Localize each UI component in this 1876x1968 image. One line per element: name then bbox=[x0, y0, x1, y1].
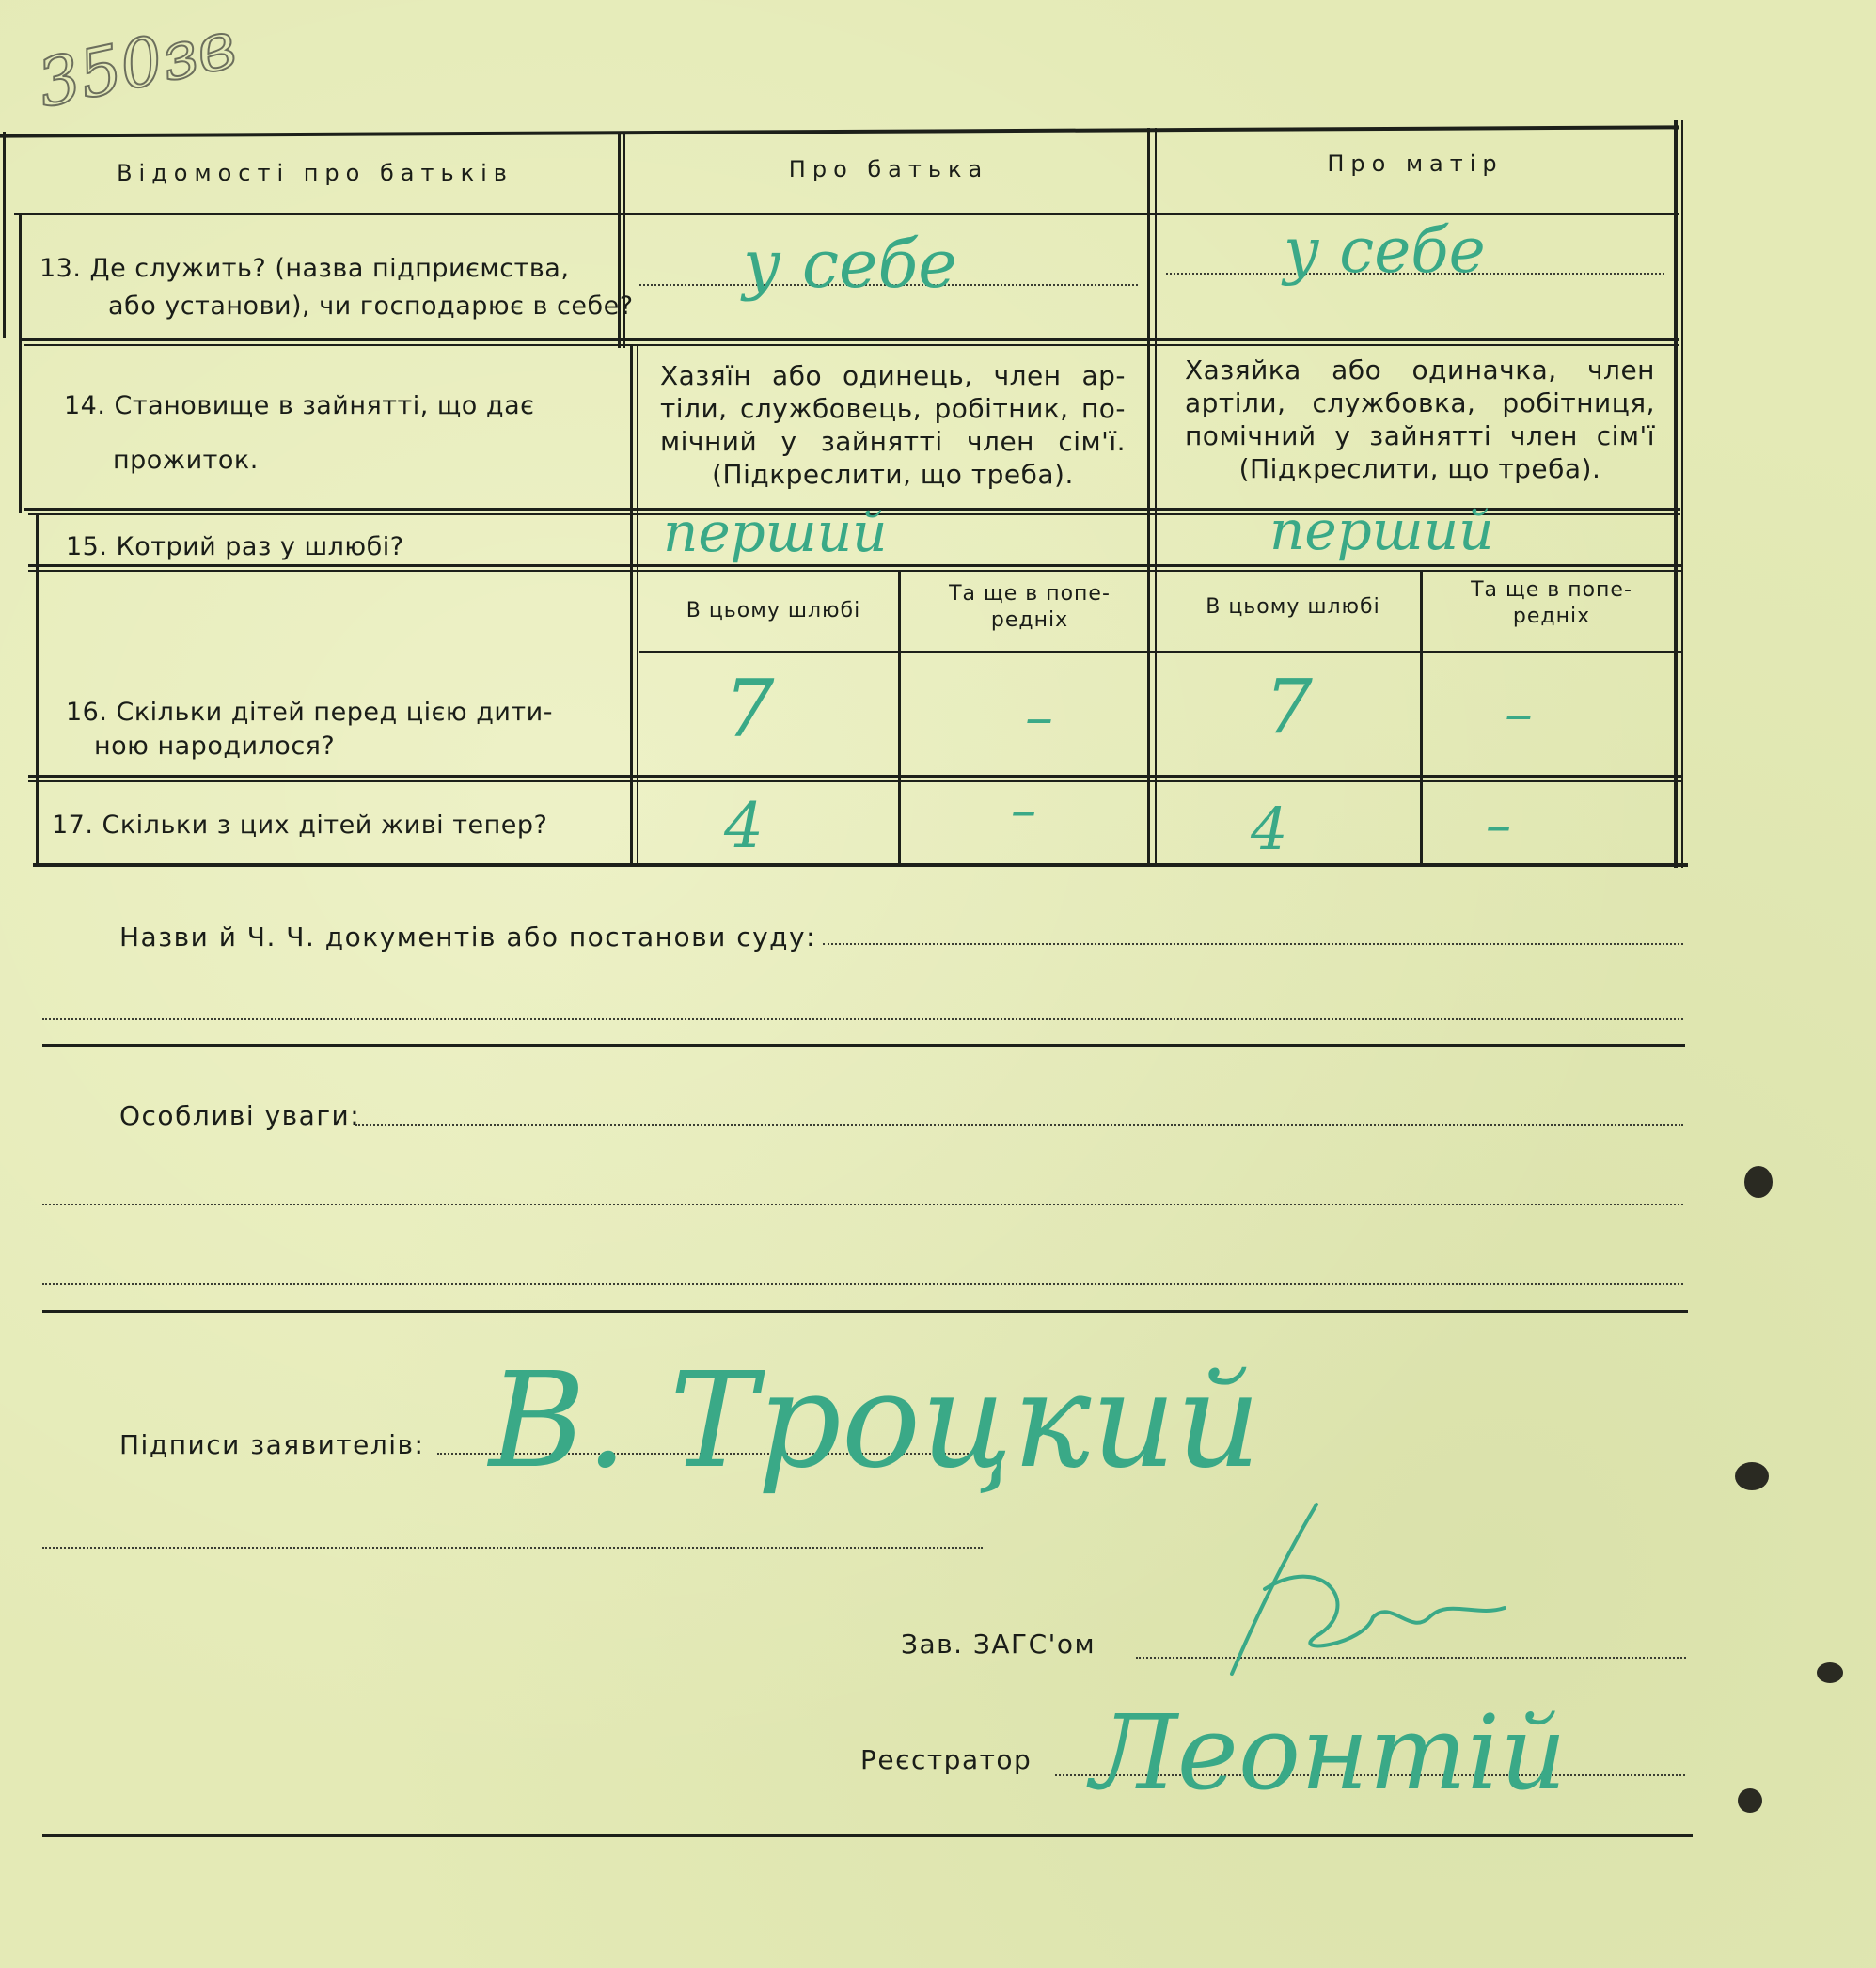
documents-field-line1 bbox=[823, 943, 1683, 945]
q16-mother-prev: – bbox=[1505, 681, 1533, 747]
registrar-signature: Леонтій bbox=[1091, 1692, 1567, 1813]
q13-father-answer: у себе bbox=[743, 226, 957, 303]
bottom-rule bbox=[42, 1834, 1693, 1837]
archive-number bbox=[30, 6, 243, 123]
q16-father-prev: – bbox=[1025, 685, 1053, 750]
documents-field-line2 bbox=[42, 1018, 1683, 1020]
signature-field-line2 bbox=[42, 1547, 983, 1549]
binder-hole bbox=[1817, 1662, 1843, 1683]
q14-line2: прожиток. bbox=[113, 446, 259, 475]
q13-line2: або установи), чи господарює в себе? bbox=[108, 291, 634, 321]
q17-father-prev: – bbox=[1011, 780, 1036, 840]
q15-label: 15. Котрий раз у шлюбі? bbox=[66, 532, 404, 561]
q16-mother-this: 7 bbox=[1265, 663, 1313, 750]
q13-line1: 13. Де служить? (назва підприємства, bbox=[39, 254, 570, 283]
q14-father-options: Хазяїн або одинець, член ар- тіли, службовець, робітник, по- мічний у зайнятті член сім'ї. (Підкреслити, що треба). bbox=[660, 360, 1126, 490]
q17-mother-this: 4 bbox=[1251, 795, 1288, 863]
q16-line2: ною народилося? bbox=[94, 732, 336, 761]
binder-hole bbox=[1735, 1462, 1769, 1490]
q16-father-subhead-this: В цьому шлюбі bbox=[686, 599, 861, 622]
q16-father-subhead-prev: Та ще в попе- редніх bbox=[949, 582, 1111, 632]
q15-father-answer: перший bbox=[663, 500, 888, 564]
registrar-label: Реєстратор bbox=[860, 1744, 1033, 1775]
remarks-field-line3 bbox=[42, 1283, 1683, 1285]
signatures-label: Підписи заявителів: bbox=[119, 1429, 425, 1460]
svg-text:350зв: 350зв bbox=[30, 6, 243, 123]
head-of-registry-label: Зав. ЗАГС'ом bbox=[901, 1629, 1096, 1660]
header-col-mother: Про матір bbox=[1327, 150, 1504, 177]
q16-mother-subhead-this: В цьому шлюбі bbox=[1206, 595, 1380, 619]
remarks-field-line1 bbox=[355, 1124, 1683, 1126]
q14-line1: 14. Становище в зайнятті, що дає bbox=[64, 391, 535, 420]
q16-line1: 16. Скільки дітей перед цією дити- bbox=[66, 698, 553, 727]
binder-hole bbox=[1738, 1788, 1762, 1813]
documents-label: Назви й Ч. Ч. документів або постанови суду: bbox=[119, 921, 817, 953]
header-col-father: Про батька bbox=[788, 156, 989, 182]
binder-hole bbox=[1744, 1166, 1773, 1198]
q17-label: 17. Скільки з цих дітей живі тепер? bbox=[52, 811, 548, 840]
header-col-parents-info: Відомості про батьків bbox=[117, 160, 513, 186]
applicant-signature: В. Троцкий bbox=[489, 1345, 1261, 1498]
q13-mother-answer: у себе bbox=[1284, 214, 1486, 287]
remarks-label: Особливі уваги: bbox=[119, 1100, 361, 1131]
remarks-field-line2 bbox=[42, 1204, 1683, 1205]
q16-father-this: 7 bbox=[724, 663, 775, 755]
q14-mother-options: Хазяйка або одиначка, член артіли, службовка, робітниця, помічний у зайнятті член сім'ї (Підкреслити, що треба). bbox=[1185, 354, 1655, 484]
q17-father-this: 4 bbox=[724, 790, 764, 862]
q15-mother-answer: перший bbox=[1269, 498, 1494, 562]
q16-mother-subhead-prev: Та ще в попе- редніх bbox=[1471, 578, 1632, 628]
q17-mother-prev: – bbox=[1486, 795, 1511, 855]
head-signature bbox=[1175, 1495, 1533, 1683]
